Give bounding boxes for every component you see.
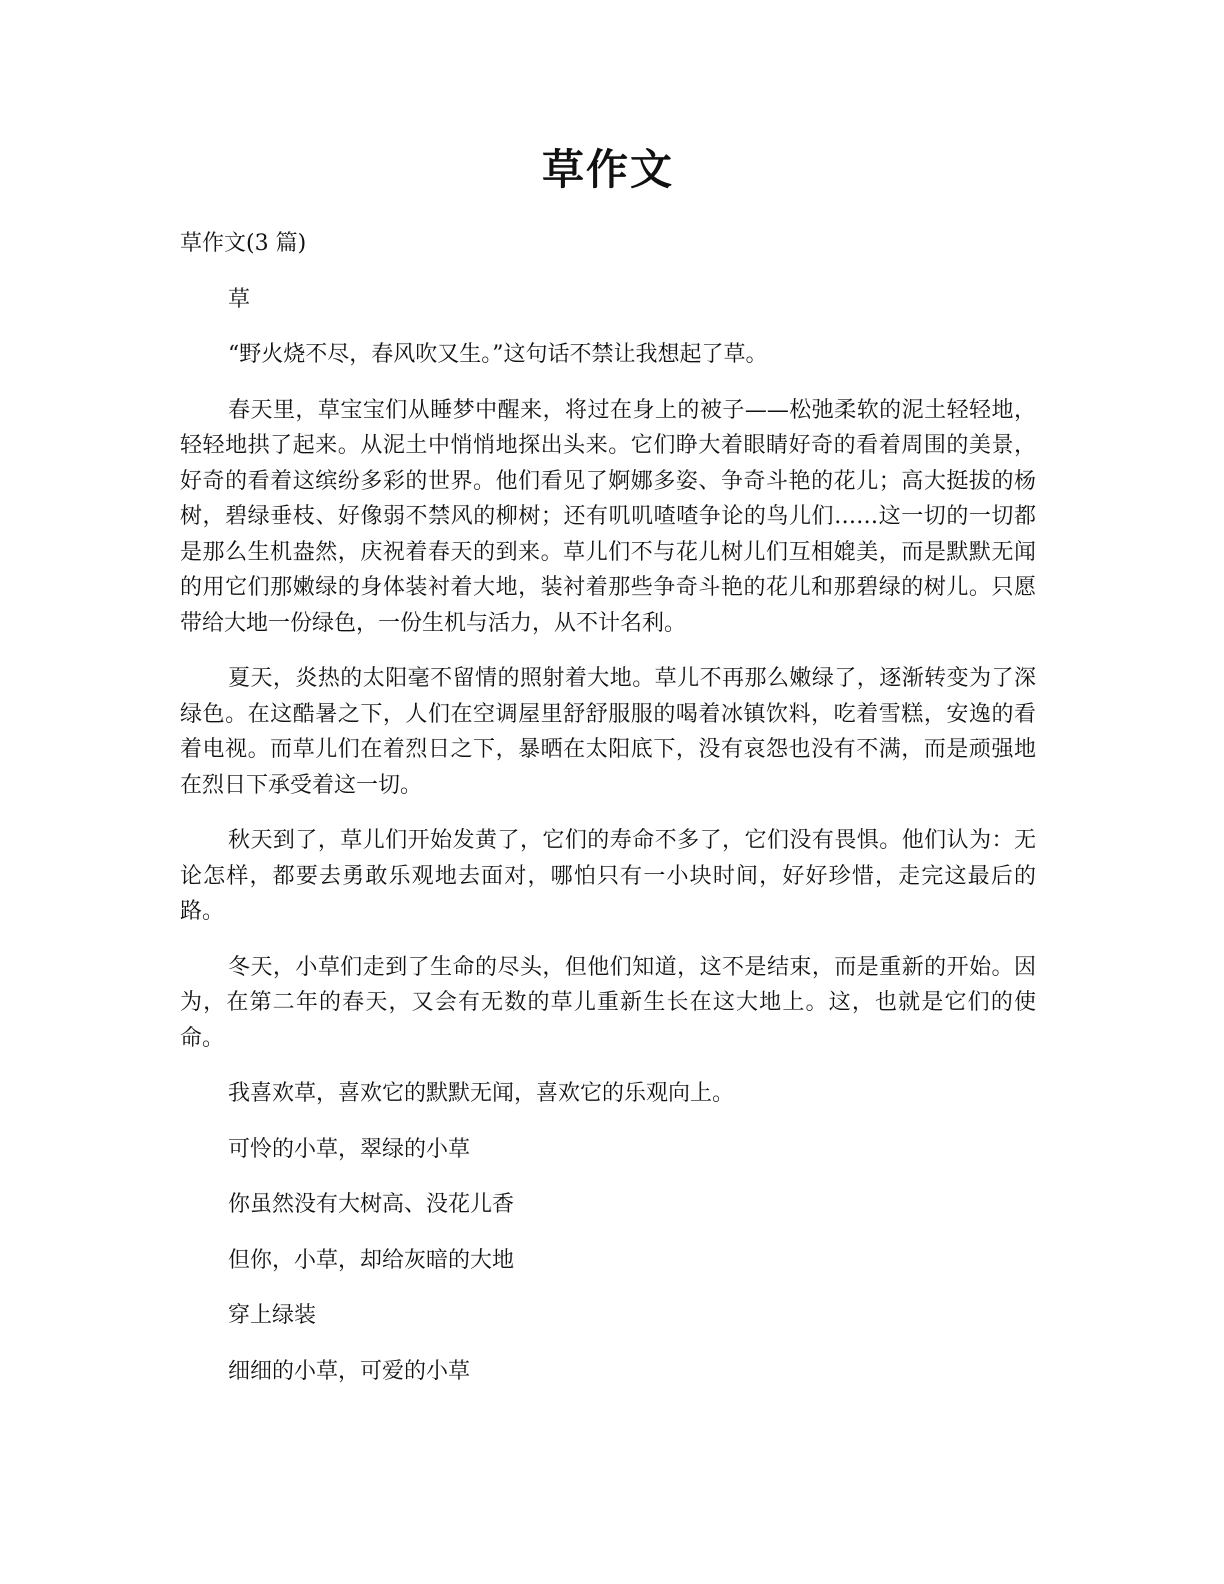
poem-line: 穿上绿装 bbox=[228, 1303, 317, 1328]
paragraph: 秋天到了，草儿们开始发黄了，它们的寿命不多了，它们没有畏惧。他们认为：无论怎样，都要去勇敢乐观地去面对，哪怕只有一小块时间，好好珍惜，走完这最后的路。 bbox=[180, 828, 1036, 924]
poem-line: 你虽然没有大树高、没花儿香 bbox=[228, 1192, 515, 1217]
poem-line: 但你，小草，却给灰暗的大地 bbox=[228, 1247, 515, 1273]
subtitle: 草作文(3 篇) bbox=[180, 231, 307, 256]
document-body bbox=[180, 226, 1036, 1409]
paragraph: 春天里，草宝宝们从睡梦中醒来，将过在身上的被子——松弛柔软的泥土轻轻地，轻轻地拱了起来。从泥土中悄悄地探出头来。它们睁大着眼睛好奇的看着周围的美景，好奇的看着这缤纷多彩的世界。他们看见了婀娜多姿、争奇斗艳的花儿；高大挺拔的杨树，碧绿垂枝、好像弱不禁风的柳树；还有叽叽喳喳争论的鸟儿们……这一切的一切都是那么生机盎然，庆祝着春天的到来。草儿们不与花儿树儿们互相媲美，而是默默无闻的用它们那嫩绿的身体装衬着大地，装衬着那些争奇斗艳的花儿和那碧绿的树儿。只愿带给大地一份绿色，一份生机与活力，从不计名利。 bbox=[180, 397, 1036, 636]
section-heading: 草 bbox=[228, 286, 251, 312]
paragraph: 我喜欢草，喜欢它的默默无闻，喜欢它的乐观向上。 bbox=[228, 1081, 735, 1106]
paragraph: 冬天，小草们走到了生命的尽头，但他们知道，这不是结束，而是重新的开始。因为，在第二年的春天，又会有无数的草儿重新生长在这大地上。这，也就是它们的使命。 bbox=[180, 954, 1036, 1051]
poem-line: 可怜的小草，翠绿的小草 bbox=[228, 1136, 471, 1162]
paragraph: 夏天，炎热的太阳毫不留情的照射着大地。草儿不再那么嫩绿了，逐渐转变为了深绿色。在这酷暑之下，人们在空调屋里舒舒服服的喝着冰镇饮料，吃着雪糕，安逸的看着电视。而草儿们在着烈日之下，暴晒在太阳底下，没有哀怨也没有不满，而是顽强地在烈日下承受着这一切。 bbox=[180, 666, 1036, 798]
paragraph: “野火烧不尽，春风吹又生。”这句话不禁让我想起了草。 bbox=[228, 342, 768, 367]
document-title: 草作文 bbox=[541, 145, 674, 194]
poem-line: 细细的小草，可爱的小草 bbox=[228, 1358, 471, 1384]
